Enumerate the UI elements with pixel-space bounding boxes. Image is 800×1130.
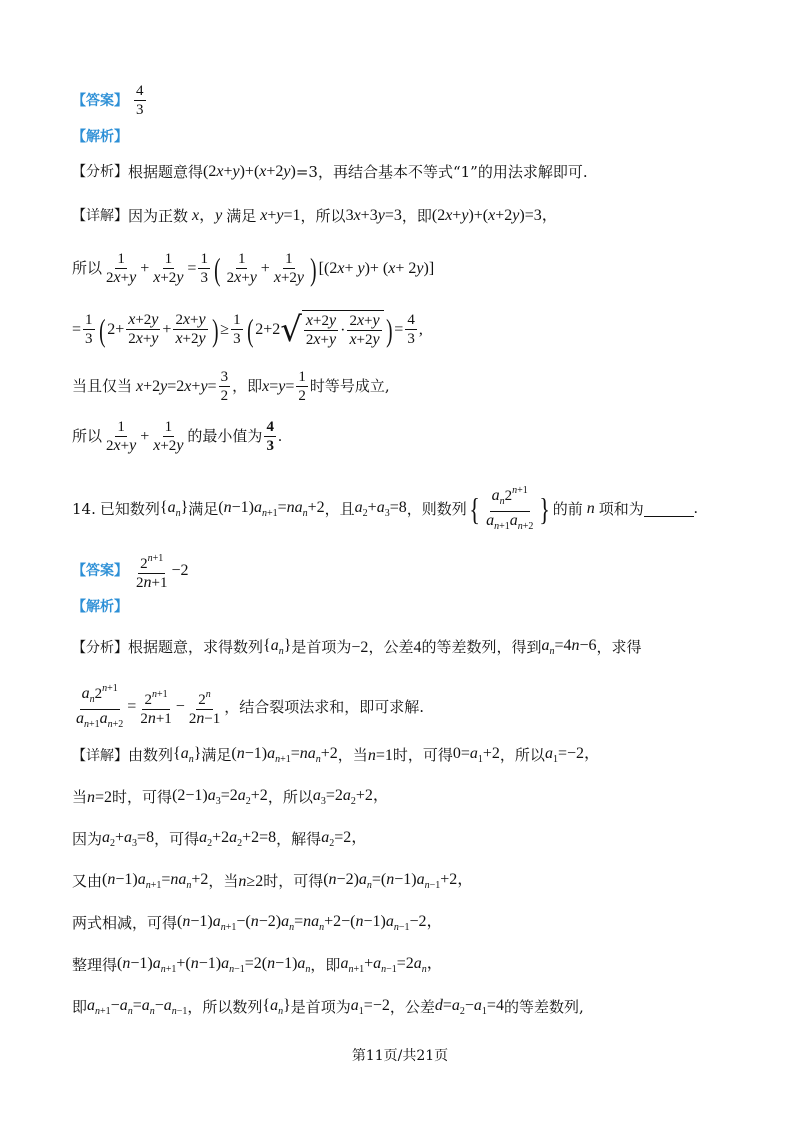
- l2-text-3: ，所以: [267, 788, 313, 806]
- fraction: $\frac{1}{3}$: [85, 312, 93, 347]
- step-line-3: 因为 $a_2+a_3=8$ ，可得 $a_2+2a_2+2=8$ ，解得 $a_2=2$，: [72, 829, 368, 849]
- xiangjie-line-1: [72, 208, 558, 224]
- q14-text-5: 的前: [552, 499, 583, 518]
- min-line: 所以 $\frac{1}{2x+y}$ + $\frac{1}{x+2y}$ 的最小值为 $\frac{4}{3}$ .: [72, 419, 282, 454]
- fraction: $\frac{a_n2^{n+1}}{a_{n+1}a_{n+2}}$: [484, 482, 535, 536]
- expr-3x3y: 3x+3y=3: [345, 207, 402, 224]
- fraction: $\frac{1}{x+2y}$: [153, 419, 184, 454]
- q14-text-1: 已知数列: [99, 499, 160, 518]
- fenxi-line-2b: $\frac{a_n2^{n+1}}{a_{n+1}a_{n+2}}$ = $\frac{2^{n+1}}{2n+1}$ − $\frac{2^n}{2n-1}$ ，结合裂项法求和，即可求解.: [72, 680, 424, 734]
- answer-tag: 【答案】: [72, 563, 128, 579]
- answer-fraction: $\frac{2^{n+1}}{2n+1}$: [134, 550, 169, 592]
- fraction: $\frac{a_n2^{n+1}}{a_{n+1}a_{n+2}}$: [74, 680, 125, 734]
- answer-fraction: [134, 82, 146, 119]
- l2-text-1: 当: [72, 788, 88, 806]
- dangqie-text-3: 时等号成立,: [309, 377, 390, 395]
- fenxi-expr: (2x+y)+(x+2y): [203, 163, 296, 180]
- fenxi2-text-2: 是首项为: [291, 638, 352, 656]
- suoyi-line: 所以 $\frac{1}{2x+y}$ + $\frac{1}{x+2y}$ = $\frac{1}{3}$ ( $\frac{1}{2x+y}$ + $\frac{1}{x+2y}$ ) [(2x+ y)+ (x+ 2y)]: [72, 250, 435, 287]
- fenxi2-text-6: ，结合裂项法求和，即可求解.: [224, 697, 425, 716]
- fenxi2-text-3: ，公差: [368, 638, 414, 656]
- l4-text-3: 时，可得: [263, 872, 324, 890]
- fraction: $\frac{1}{2x+y}$: [106, 251, 137, 286]
- step-line-2: 当 n=2 时，可得 $(2-1)a_3=2a_2+2$ ，所以 $a_3=2a_2+2$，: [72, 787, 389, 807]
- l7-text-1: 即: [72, 998, 88, 1016]
- fenxi-text-1: 根据题意得: [128, 162, 204, 181]
- step-line-4: 又由 $(n-1)a_{n+1}=na_n+2$ ，当 n≥2 时，可得 $(n-2)a_n=(n-1)a_{n-1}+2$，: [72, 871, 474, 891]
- expr-sum2: (2x+y)+(x+2y)=3，: [431, 207, 558, 224]
- l6-text-1: 整理得: [72, 956, 118, 974]
- fenxi2-text-4: 的等差数列，得到: [421, 638, 542, 656]
- fraction: $\frac{1}{3}$: [200, 251, 208, 286]
- q14-text-6: 项和为: [598, 499, 644, 518]
- ineq-line: = $\frac{1}{3}$ ( 2+ $\frac{x+2y}{2x+y}$ + $\frac{2x+y}{x+2y}$ ) ≥ $\frac{1}{3}$ ( 2+2 √ $\frac{x+2y}{2x+y}$ · $\frac{2x+y}{x+2y}$ ) = $\frac{4}{3}$ ,: [72, 309, 423, 350]
- xiangjie-line-2: 【详解】 由数列 $\{a_n\}$ 满足 $(n-1)a_{n+1}=na_n+2$ ，当 n=1 时，可得 $0=a_1+2$ ，所以 $a_1=-2$，: [72, 745, 600, 765]
- fraction: $\frac{1}{x+2y}$: [273, 251, 305, 286]
- xj2-text-5: ，所以: [499, 746, 545, 764]
- xiangjie-text-4: ，即: [401, 206, 432, 225]
- l5-text-1: 两式相减，可得: [72, 914, 178, 932]
- expr-sum: x+y=1: [260, 207, 301, 224]
- xj2-text-4: 时，可得: [392, 746, 453, 764]
- equality-line: 当且仅当 x+2y=2x+y= $\frac{3}{2}$ ，即 x=y= $\frac{1}{2}$ 时等号成立,: [72, 369, 390, 404]
- fraction: $\frac{1}{2x+y}$: [106, 419, 137, 454]
- sqrt: √ $\frac{x+2y}{2x+y}$ · $\frac{2x+y}{x+2y}$: [280, 310, 383, 349]
- l3-text-1: 因为: [72, 830, 103, 848]
- fraction: $\frac{4}{3}$: [407, 312, 415, 347]
- min-fraction: $\frac{4}{3}$: [266, 419, 274, 454]
- l3-text-3: ，解得: [276, 830, 322, 848]
- page-footer: 第11页/共21页: [351, 1048, 449, 1064]
- xiangjie-tag: 【详解】: [72, 208, 128, 224]
- fenxi-tag: 【分析】: [72, 639, 128, 656]
- xj2-text-1: 由数列: [128, 746, 174, 764]
- suoyi-text: 所以: [72, 259, 103, 277]
- fraction: $\frac{2^n}{2n-1}$: [187, 686, 222, 728]
- min-text-1: 所以: [72, 427, 103, 445]
- fenxi-tag: 【分析】: [72, 164, 128, 180]
- answer-numerator: 4: [136, 83, 144, 99]
- q14-text-2: 满足: [188, 499, 219, 518]
- l7-text-5: 的等差数列,: [503, 998, 584, 1016]
- l4-text-1: 又由: [72, 872, 103, 890]
- step-line-7: 即 $a_{n+1}-a_n=a_n-a_{n-1}$ ，所以数列 $\{a_n\}$ 是首项为 $a_1=-2$ ，公差 $d=a_2-a_1=4$ 的等差数列,: [72, 997, 584, 1017]
- xj2-text-2: 满足: [201, 746, 232, 764]
- l7-text-4: ，公差: [389, 998, 435, 1016]
- l6-text-2: ，即: [310, 956, 341, 974]
- q14-text-3: ，且: [324, 499, 355, 518]
- fraction: $\frac{2^{n+1}}{2n+1}$: [138, 686, 173, 728]
- l3-text-2: ，可得: [154, 830, 200, 848]
- xiangjie-text-1: 因为正数: [128, 206, 189, 225]
- fenxi-text-2: =3，再结合基本不等式“1”的用法求解即可.: [295, 162, 588, 181]
- dangqie-text-1: 当且仅当: [72, 377, 133, 395]
- fraction: $\frac{1}{x+2y}$: [153, 251, 184, 286]
- l4-text-2: ，当: [208, 872, 239, 890]
- xiangjie-text-2: 满足: [226, 206, 257, 225]
- fenxi2-text-5: ，求得: [596, 638, 642, 656]
- answer-line-2: 【答案】 $\frac{2^{n+1}}{2n+1}$ −2: [72, 550, 189, 592]
- min-text-2: 的最小值为: [187, 427, 263, 445]
- q14-text-4: ，则数列: [406, 499, 467, 518]
- answer-tag: 【答案】: [72, 92, 128, 109]
- xiangjie-text-3: ，所以: [300, 206, 346, 225]
- l7-text-3: 是首项为: [290, 998, 351, 1016]
- var-xy: x，y: [192, 207, 223, 224]
- analysis-tag: 【解析】: [72, 129, 128, 145]
- question-number: 14.: [72, 499, 96, 518]
- fenxi-line-1: [72, 164, 588, 180]
- question-14: 14. 已知数列 $\{a_n\}$ 满足 $(n-1)a_{n+1}=na_n+2$ ，且 $a_2+a_3=8$ ，则数列 { $\frac{a_n2^{n+1}}{a_{n+1}a_{n+2}}$ } 的前 n 项和为 .: [72, 482, 698, 536]
- l7-text-2: ，所以数列: [187, 998, 263, 1016]
- answer-blank: [644, 502, 694, 517]
- xj2-text-3: ，当: [337, 746, 368, 764]
- analysis-tag-line-1: [72, 130, 128, 144]
- step-line-6: 整理得 $(n-1)a_{n+1}+(n-1)a_{n-1}=2(n-1)a_n$ ，即 $a_{n+1}+a_{n-1}=2a_n$，: [72, 955, 443, 975]
- fraction: $\frac{2x+y}{x+2y}$: [175, 311, 206, 347]
- analysis-tag: 【解析】: [72, 599, 128, 615]
- xiangjie-tag: 【详解】: [72, 747, 128, 764]
- l2-text-2: 时，可得: [112, 788, 173, 806]
- fraction: $\frac{1}{2}$: [298, 369, 306, 404]
- answer-denominator: 3: [136, 102, 144, 118]
- analysis-tag-line-2: [72, 600, 128, 614]
- step-line-5: 两式相减，可得 $(n-1)a_{n+1}-(n-2)a_n=na_n+2-(n-1)a_{n-1}-2$，: [72, 913, 443, 933]
- dangqie-text-2: ，即: [232, 377, 263, 395]
- fraction: $\frac{1}{2x+y}$: [226, 251, 257, 286]
- answer-line-1: [72, 82, 148, 119]
- fenxi2-text-1: 根据题意，求得数列: [128, 638, 264, 656]
- fenxi-line-2: 【分析】 根据题意，求得数列 $\{a_n\}$ 是首项为 −2 ，公差 4 的等差数列，得到 $a_n=4n-6$ ，求得: [72, 637, 642, 657]
- fraction: $\frac{x+2y}{2x+y}$: [128, 311, 159, 347]
- fraction: $\frac{1}{3}$: [233, 312, 241, 347]
- fraction: $\frac{3}{2}$: [220, 369, 229, 404]
